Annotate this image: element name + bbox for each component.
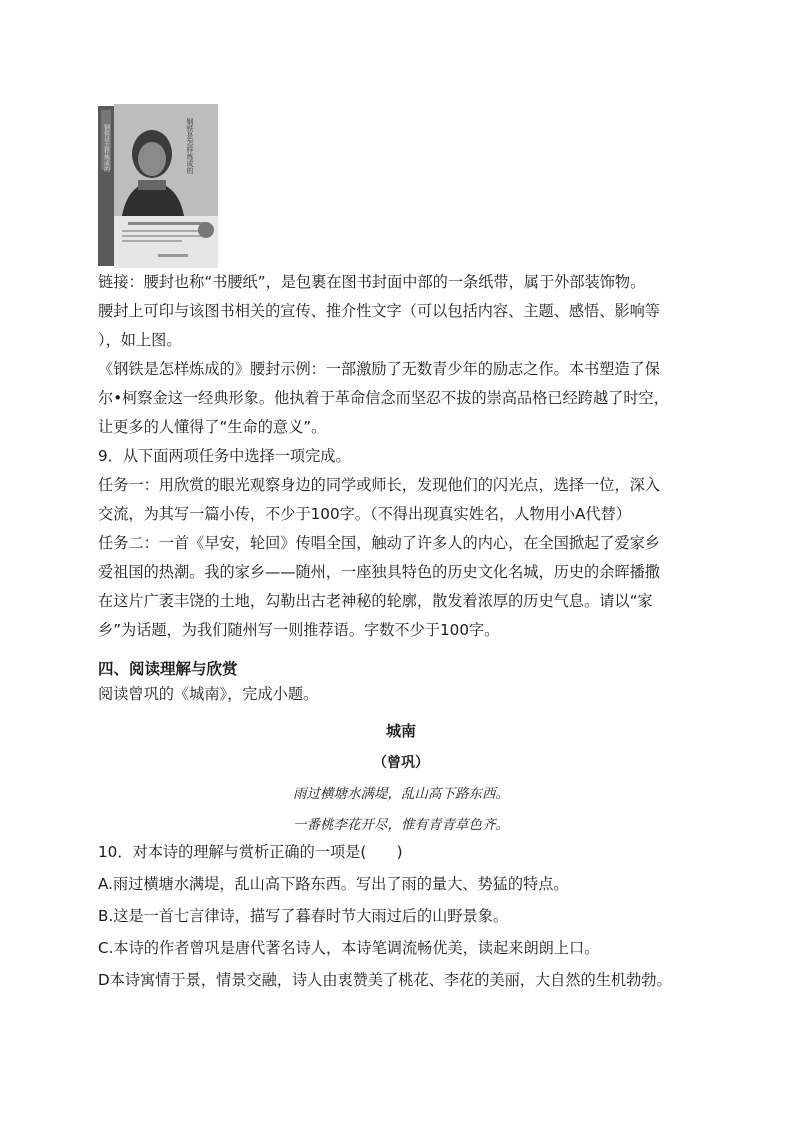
q9-task2-line-1: 任务二：一首《早安，轮回》传唱全国，触动了许多人的内心，在全国掀起了爱家乡 [98, 534, 660, 552]
page-content [98, 104, 704, 996]
q9-task2-line-4: 乡”为话题，为我们随州写一则推荐语。字数不少于100字。 [98, 621, 500, 639]
q9-task1-line-1: 任务一：用欣赏的眼光观察身边的同学或师长，发现他们的闪光点，选择一位，深入 [98, 476, 660, 494]
q9-stem: 9．从下面两项任务中选择一项完成。 [98, 447, 351, 465]
example-line-3: 让更多的人懂得了“生命的意义”。 [98, 418, 327, 436]
q10-option-b: B.这是一首七言律诗，描写了暮春时节大雨过后的山野景象。 [98, 907, 509, 925]
q10-option-d: D本诗寓情于景，情景交融，诗人由衷赞美了桃花、李花的美丽，大自然的生机勃勃。 [98, 971, 672, 989]
example-line-2: 尔•柯察金这一经典形象。他执着于革命信念而坚忍不拔的崇高品格已经跨越了时空， [98, 389, 669, 407]
book-cover-image [98, 104, 220, 268]
link-line-3: ），如上图。 [98, 331, 182, 349]
section-heading: 四、阅读理解与欣赏 [98, 660, 238, 678]
q9-task2-line-2: 爱祖国的热潮。我的家乡——随州，一座独具特色的历史文化名城，历史的余晖播撒 [98, 563, 660, 581]
q10-option-c: C.本诗的作者曾巩是唐代著名诗人，本诗笔调流畅优美，读起来朗朗上口。 [98, 939, 600, 957]
spine-title-text: 钢铁是怎样炼成的 [102, 124, 110, 172]
q9-task2-line-3: 在这片广袤丰饶的土地，勾勒出古老神秘的轮廓，散发着浓厚的历史气息。请以“家 [98, 592, 653, 610]
q10-stem: 10．对本诗的理解与赏析正确的一项是( ) [98, 843, 403, 861]
cover-title-text: 钢铁是怎样炼成的 [186, 118, 194, 174]
q9-task1-line-2: 交流，为其写一篇小传，不少于100字。（不得出现真实姓名，人物用小A代替） [98, 505, 631, 523]
poem-title: 城南 [385, 722, 416, 740]
poem-line-2: 一番桃李花开尽，惟有青青草色齐。 [293, 817, 509, 833]
example-line-1: 《钢铁是怎样炼成的》腰封示例：一部激励了无数青少年的励志之作。本书塑造了保 [98, 360, 660, 378]
q10-option-a: A.雨过横塘水满堤，乱山高下路东西。写出了雨的量大、势猛的特点。 [98, 875, 569, 893]
poem-line-1: 雨过横塘水满堤，乱山高下路东西。 [293, 786, 509, 802]
link-line-1: 链接：腰封也称“书腰纸”，是包裹在图书封面中部的一条纸带，属于外部装饰物。 [98, 273, 646, 291]
book-cover-illustration [98, 104, 220, 268]
poem-author: （曾巩） [373, 755, 429, 771]
reading-intro: 阅读曾巩的《城南》，完成小题。 [98, 685, 319, 703]
link-line-2: 腰封上可印与该图书相关的宣传、推介性文字（可以包括内容、主题、感悟、影响等 [98, 302, 660, 320]
